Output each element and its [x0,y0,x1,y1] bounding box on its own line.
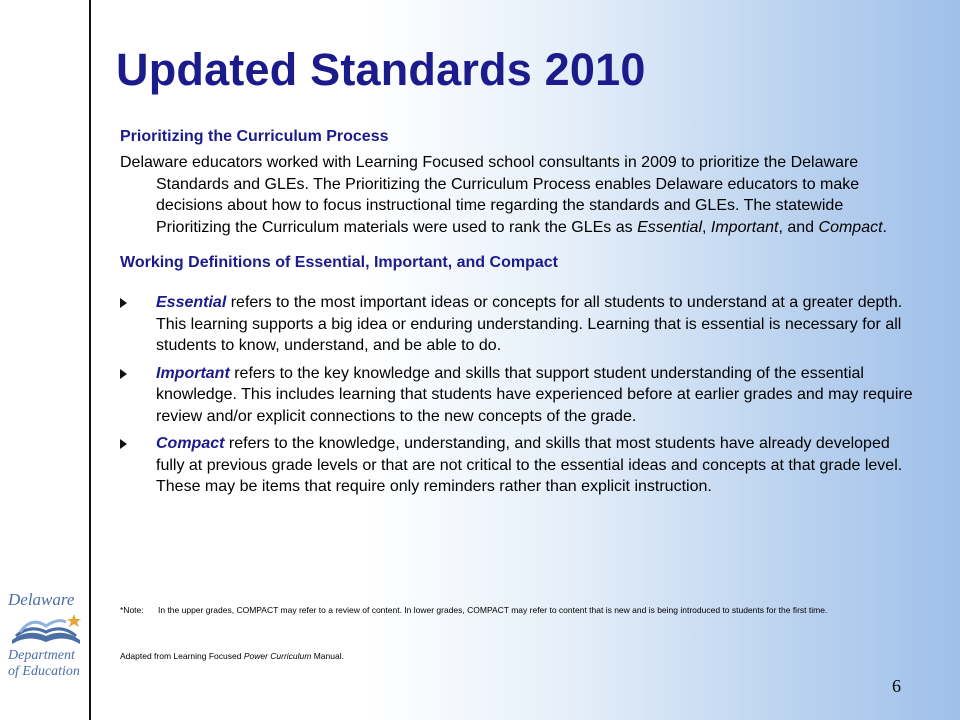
term-compact: Compact [156,435,225,452]
definition-important: refers to the key knowledge and skills that support student understanding of the essential knowledge. This includes learning that students have experienced before at earlier grades and may require review and/or explicit connections to the new concepts of the grade. [156,364,913,425]
definition-essential: refers to the most important ideas or concepts for all students to understand at a greater depth. This learning supports a big idea or enduring understanding. Learning that is essential is necessary for all students to know, understand, and be able to do. [156,294,903,354]
separator: , [702,218,711,236]
arrowhead-bullet-icon [120,298,127,308]
logo-line-of-education: of Education [8,664,80,679]
prioritizing-paragraph [120,152,920,238]
term-important-inline: Important [710,218,779,236]
definitions-list [120,292,920,498]
arrowhead-bullet-icon [120,439,127,449]
delaware-doe-logo [6,590,86,690]
citation-title: Power Curriculum [243,651,312,661]
citation-suffix: Manual. [311,651,344,661]
footnote [120,605,910,616]
definition-compact: refers to the knowledge, understanding, and skills that most students have already developed fully at previous grade levels or that are not critical to the essential ideas and concepts at that grade level. These may be items that require only reminders rather than explicit instruction. [156,435,903,495]
citation-prefix: Adapted from Learning Focused [120,651,244,661]
term-essential: Essential [156,294,227,311]
period: . [882,218,887,236]
list-item-important [120,363,920,428]
logo-line-department: Department [8,648,75,663]
list-item-essential [120,292,920,357]
delaware-book-star-icon [6,610,86,648]
page-number: 6 [892,676,901,696]
footnote-text: In the upper grades, COMPACT may refer to a review of content. In lower grades, COMPACT may refer to content that is new and is being introduced to students for the first time. [158,605,828,615]
term-essential-inline: Essential [637,218,702,236]
footnote-label: *Note: [120,605,144,615]
paragraph-text: Delaware educators worked with Learning Focused school consultants in 2009 to prioritize the Delaware Standards and GLEs. The Prioritizing the Curriculum Process enables Delaware educators to make decisions about how to focus instructional time regarding the standards and GLEs. The statewide Prioritizing the Curriculum materials were used to rank the GLEs as [120,154,860,236]
separator: , and [778,218,819,236]
slide-content [120,128,920,504]
section-heading-prioritizing: Prioritizing the Curriculum Process [120,128,389,145]
logo-text-delaware: Delaware [8,590,75,609]
list-item-compact [120,433,920,498]
term-compact-inline: Compact [818,218,883,236]
logo-text-department [8,648,80,680]
slide-title: Updated Standards 2010 [116,44,646,95]
term-important: Important [156,364,230,382]
left-vertical-rule [89,0,91,720]
section-heading-definitions: Working Definitions of Essential, Important, and Compact [120,254,558,271]
arrowhead-bullet-icon [120,369,127,379]
source-citation [120,651,344,661]
